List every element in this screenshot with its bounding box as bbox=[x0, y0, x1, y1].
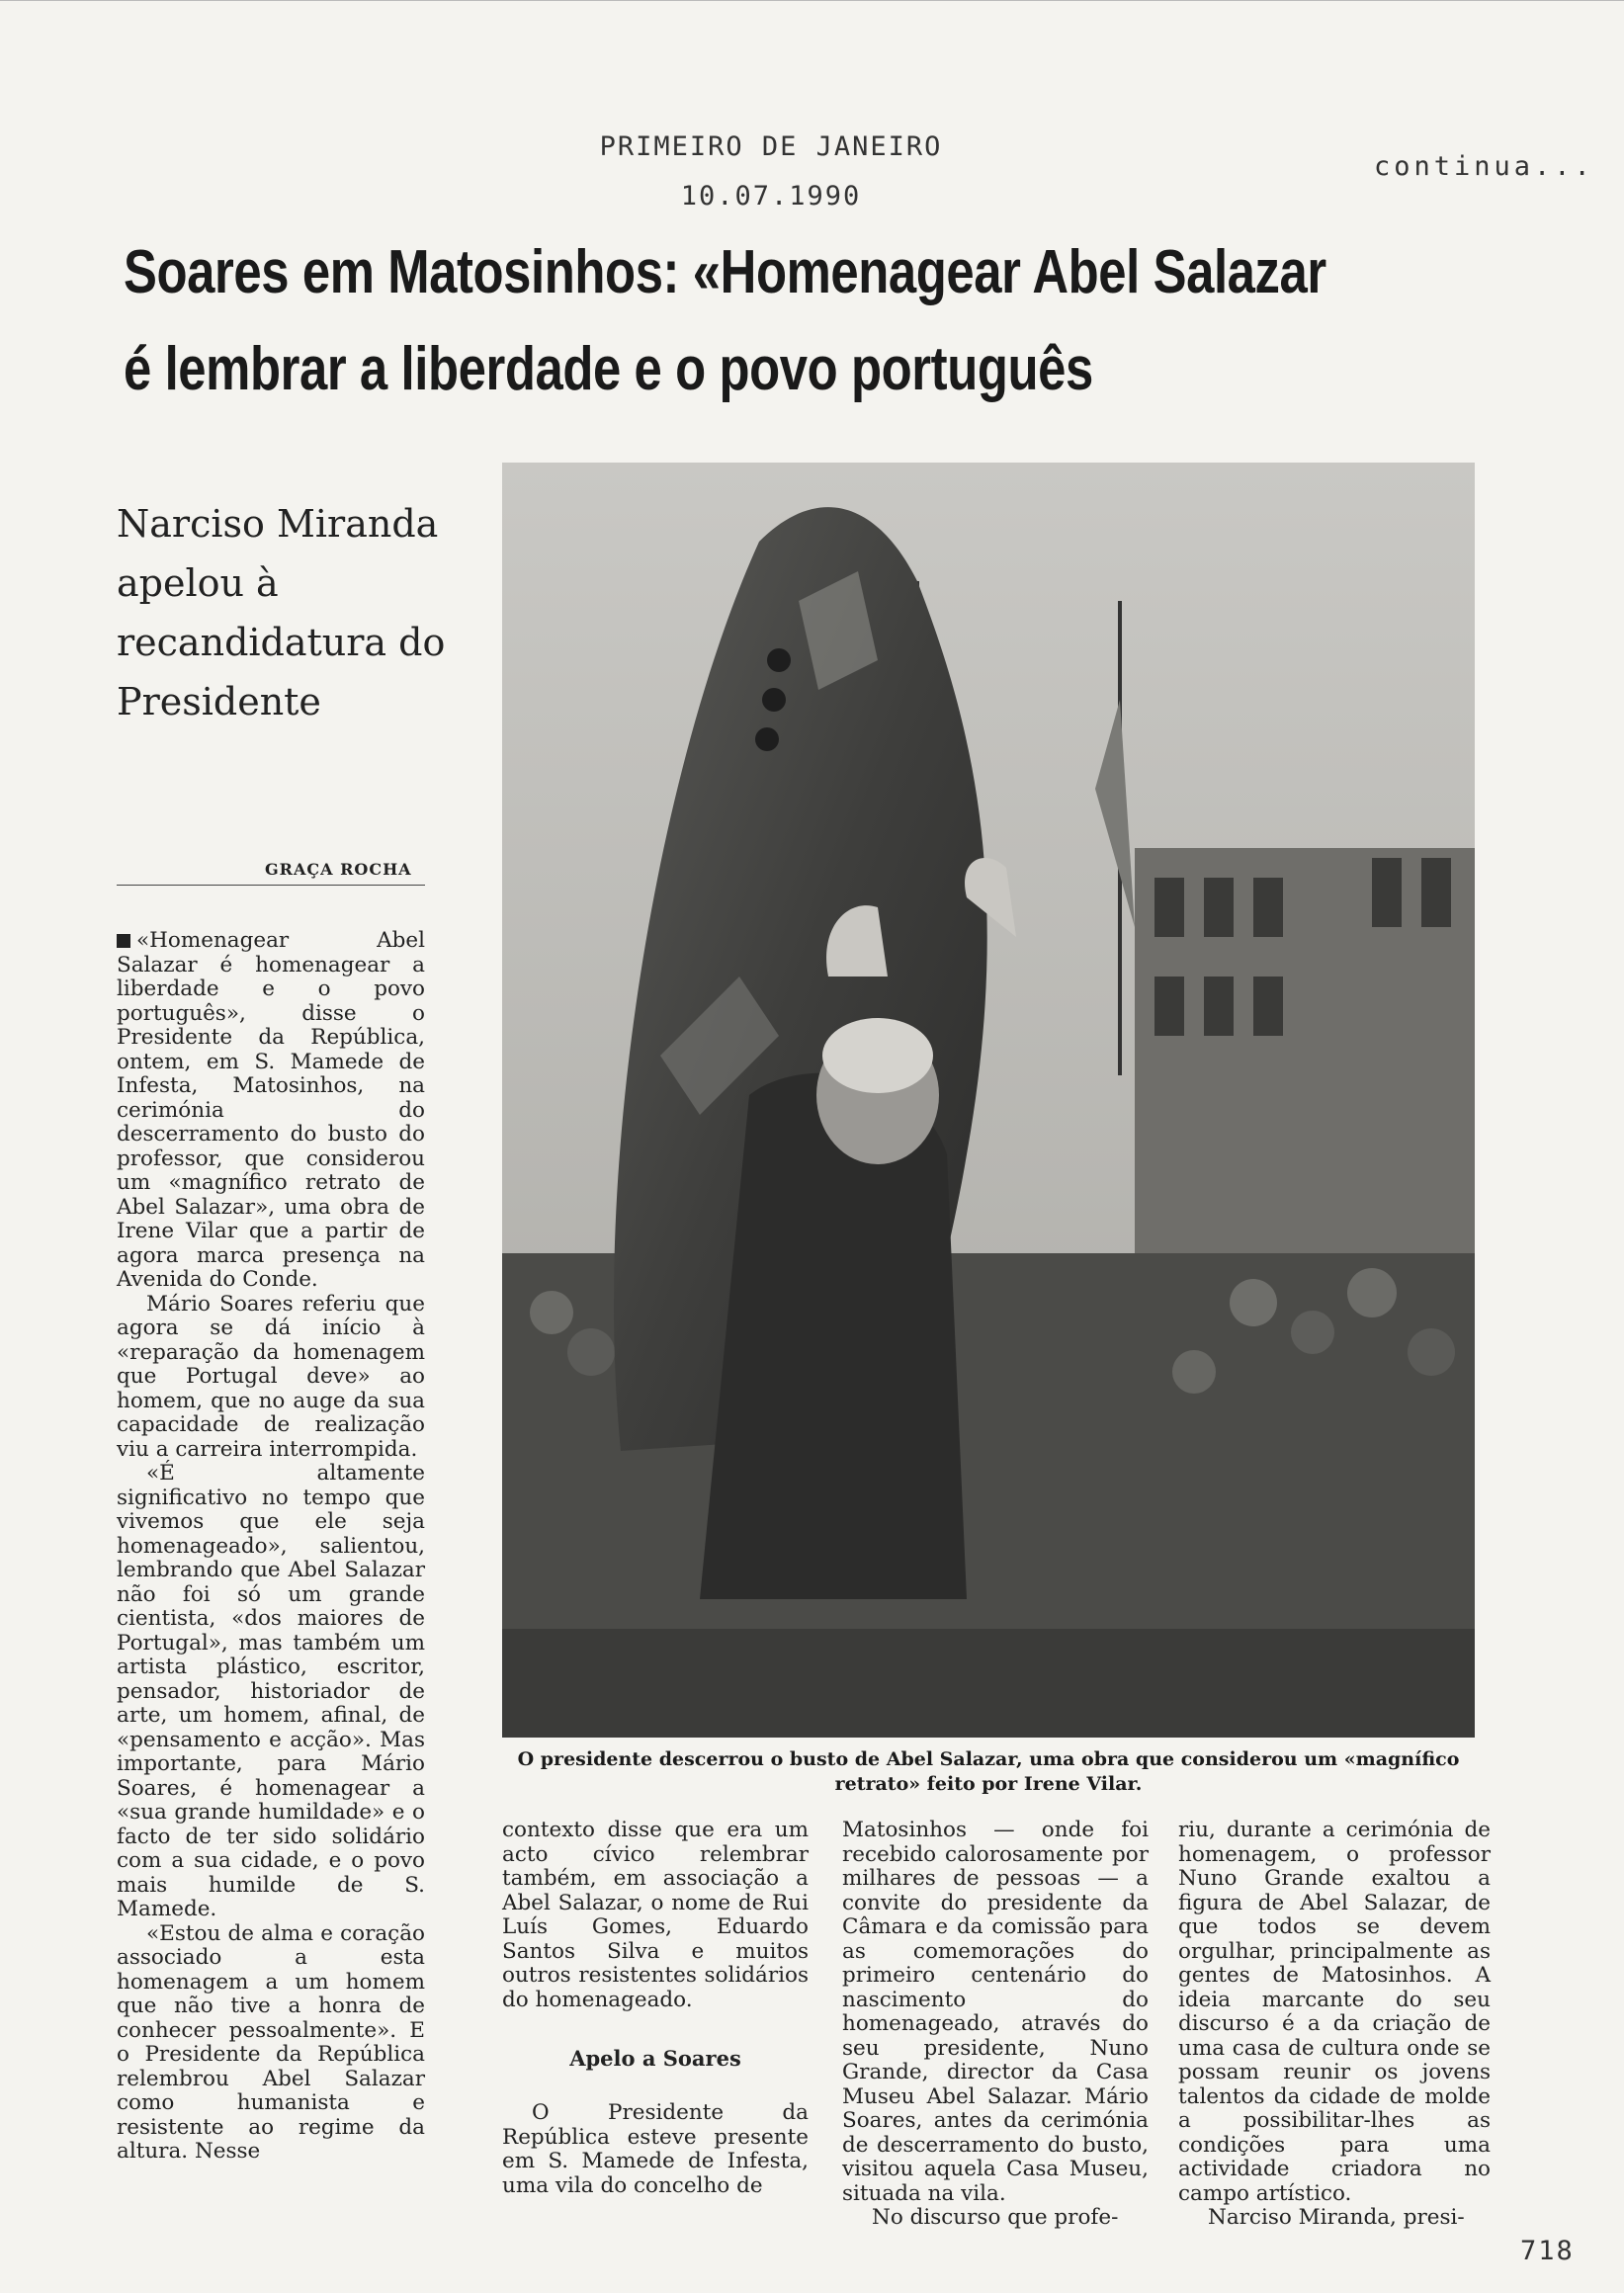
publication-name: PRIMEIRO DE JANEIRO bbox=[599, 131, 943, 162]
paragraph-bullet-icon bbox=[117, 934, 130, 948]
article-photo bbox=[502, 463, 1475, 1738]
byline-rule bbox=[117, 885, 425, 886]
subheadline: Narciso Miranda apelou à recandidatura do Presidente bbox=[117, 502, 446, 723]
paragraph: Narciso Miranda, presi- bbox=[1208, 2205, 1465, 2230]
paragraph: «Homenagear Abel Salazar é homenagear a liberdade e o povo português», disse o Presidente da República, ontem, em S. Mamede de Infesta, Matosinhos, na cerimónia do descerramento do busto do professor, que considerou um «magnífico retrato de Abel Salazar», uma obra de Irene Vilar que a partir de agora marca presença na Avenida do Conde. bbox=[117, 928, 425, 1292]
continua-note: continua... bbox=[1374, 151, 1594, 182]
headline-line-1: Soares em Matosinhos: «Homenagear Abel Salazar bbox=[124, 238, 1326, 306]
article-column-4 bbox=[1178, 1819, 1491, 2231]
paragraph: «Estou de alma e coração associado a esta homenagem a um homem que não tive a honra de conhecer pessoalmente». E o Presidente da República relembrou Abel Salazar como humanista e resistente ao regime da altura. Nesse bbox=[117, 1920, 425, 2164]
paragraph: Matosinhos — onde foi recebido calorosamente por milhares de pessoas — a convite do presidente da Câmara e da comissão para as comemorações do primeiro centenário do nascimento do homenageado, através do seu presidente, Nuno Grande, director da Casa Museu Abel Salazar. Mário Soares, antes da cerimónia de descerramento do busto, visitou aquela Casa Museu, situada na vila. bbox=[842, 1818, 1149, 2206]
page-number: 718 bbox=[1520, 2236, 1575, 2266]
paragraph: O Presidente da República esteve presente em S. Mamede de Infesta, uma vila do concelho de bbox=[502, 2100, 809, 2198]
section-subtitle: Apelo a Soares bbox=[569, 2046, 741, 2071]
paragraph: «É altamente significativo no tempo que vivemos que ele seja homenageado», salientou, lembrando que Abel Salazar não foi só um grande cientista, «dos maiores de Portugal», mas também um artista plástico, escritor, pensador, historiador de arte, um homem, afinal, de «pensamento e acção». Mas importante, para Mário Soares, é homenagear a «sua grande humildade» e o facto de ter sido solidário com a sua cidade, e o povo mais humilde de S. Mamede. bbox=[117, 1461, 425, 1921]
byline: GRAÇA ROCHA bbox=[265, 860, 412, 879]
photo-caption: O presidente descerrou o busto de Abel Salazar, uma obra que considerou um «magnífico retrato» feito por Irene Vilar. bbox=[517, 1748, 1460, 1795]
article-column-3 bbox=[842, 1819, 1149, 2231]
article-column-1 bbox=[117, 929, 425, 2165]
unveiling-photo-graphic bbox=[502, 463, 1475, 1738]
paragraph: Mário Soares referiu que agora se dá início à «reparação da homenagem que Portugal deve» ao homem, que no auge da sua capacidade de realização viu a carreira interrompida. bbox=[117, 1291, 425, 1462]
top-rule bbox=[0, 0, 1624, 1]
paragraph: No discurso que profe- bbox=[872, 2205, 1119, 2230]
paragraph: riu, durante a cerimónia de homenagem, o professor Nuno Grande exaltou a figura de Abel Salazar, de que todos se devem orgulhar, principalmente as gentes de Matosinhos. A ideia marcante do seu discurso é a da criação de uma casa de cultura onde se possam reunir os jovens talentos da cidade de molde a possibilitar-lhes as condições para uma actividade criadora no campo artístico. bbox=[1178, 1818, 1491, 2206]
paragraph: contexto disse que era um acto cívico relembrar também, em associação a Abel Salazar, o nome de Rui Luís Gomes, Eduardo Santos Silva e muitos outros resistentes solidários do homenageado. bbox=[502, 1818, 809, 2012]
headline-line-2: é lembrar a liberdade e o povo português bbox=[124, 335, 1093, 403]
publication-date: 10.07.1990 bbox=[680, 181, 862, 212]
article-column-2 bbox=[502, 1819, 809, 2198]
